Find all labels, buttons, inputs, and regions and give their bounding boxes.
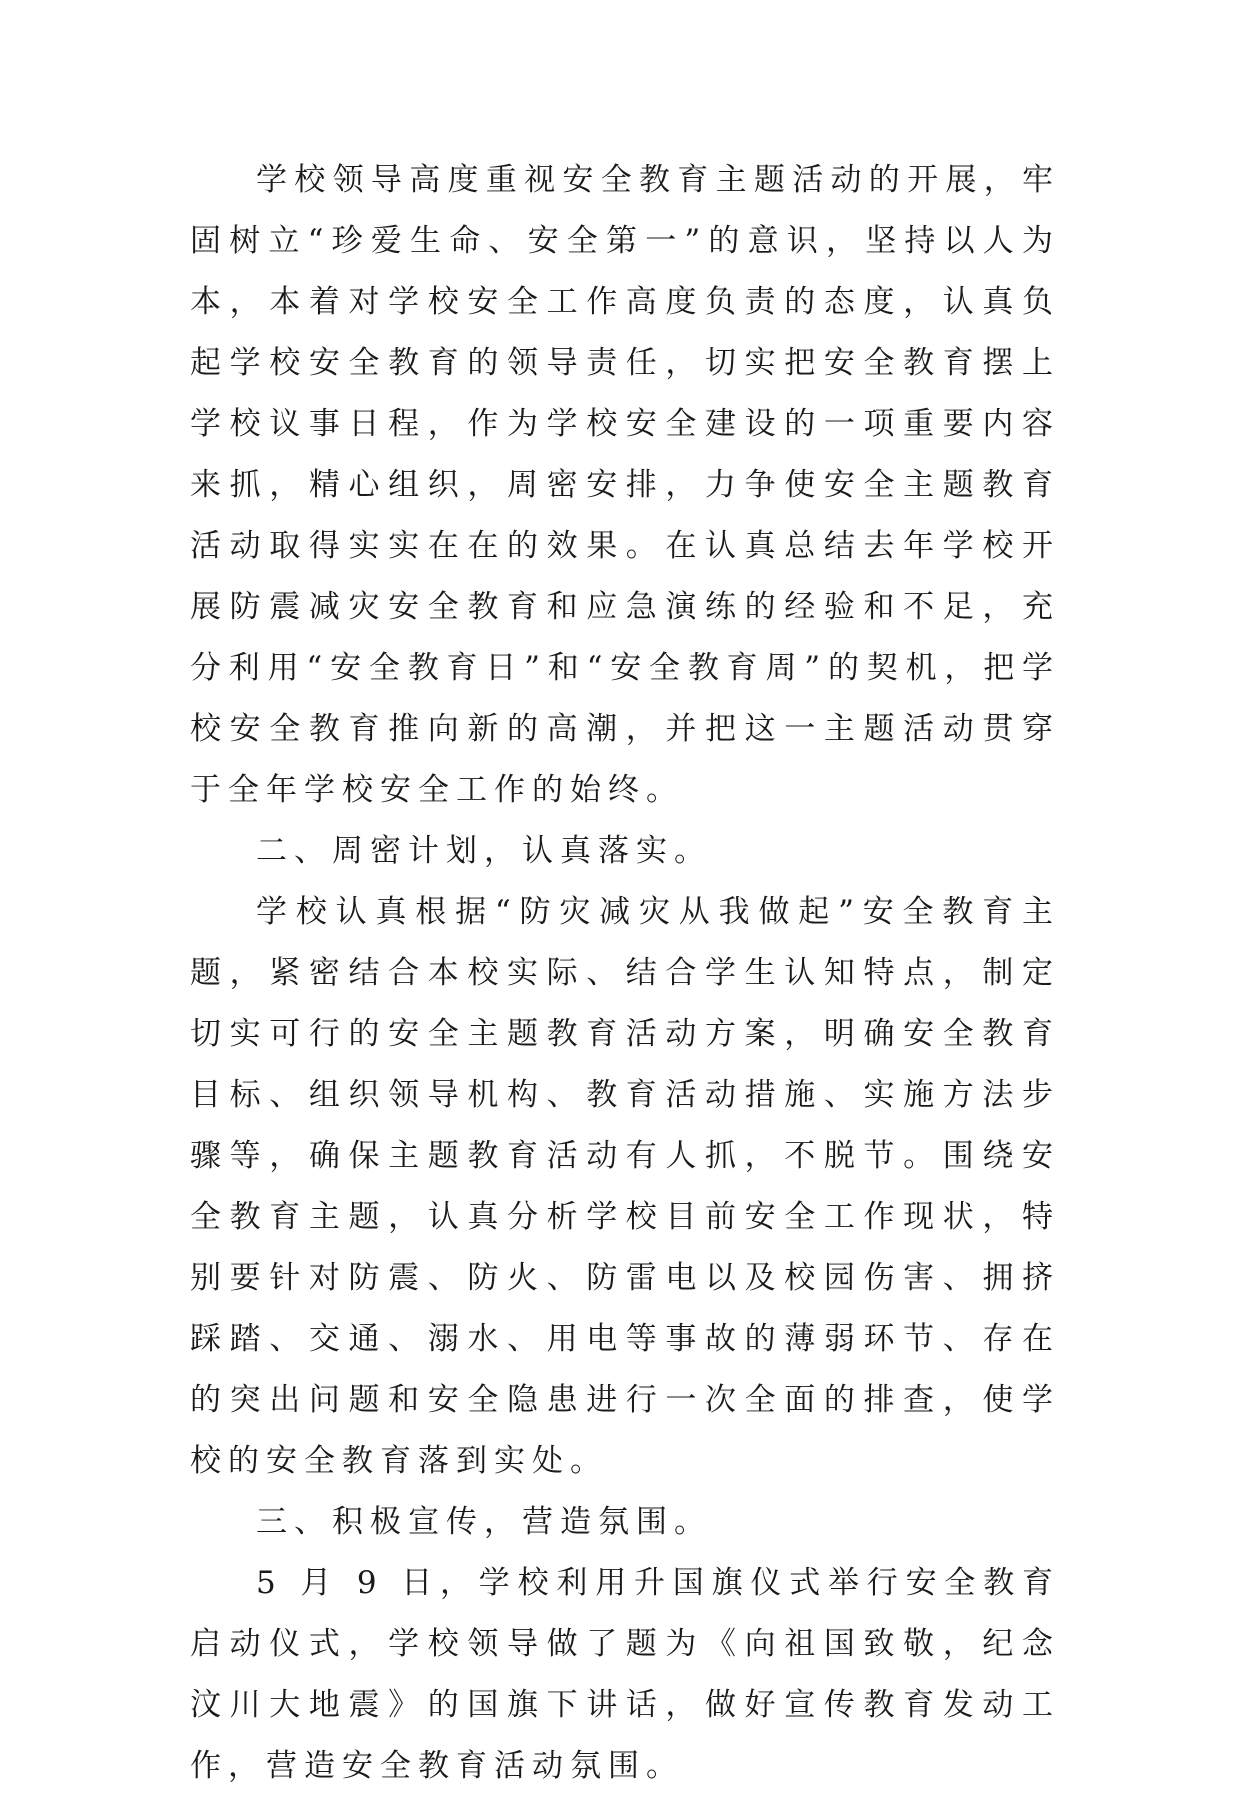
section-heading-two: 二、周密计划，认真落实。 [256, 833, 712, 869]
document-body [190, 150, 1060, 1797]
paragraph-publicity: 5 月 9 日，学校利用升国旗仪式举行安全教育启动仪式，学校领导做了题为《向祖国致敬，纪念汶川大地震》的国旗下讲话，做好宣传教育发动工作，营造安全教育活动氛围。 [190, 1565, 1060, 1784]
section-heading-three: 三、积极宣传，营造氛围。 [256, 1504, 712, 1540]
paragraph-leadership: 学校领导高度重视安全教育主题活动的开展，牢固树立“珍爱生命、安全第一”的意识，坚持以人为本，本着对学校安全工作高度负责的态度，认真负起学校安全教育的领导责任，切实把安全教育摆上学校议事日程，作为学校安全建设的一项重要内容来抓，精心组织，周密安排，力争使安全主题教育活动取得实实在在的效果。在认真总结去年学校开展防震减灾安全教育和应急演练的经验和不足，充分利用“安全教育日”和“安全教育周”的契机，把学校安全教育推向新的高潮，并把这一主题活动贯穿于全年学校安全工作的始终。 [190, 162, 1060, 808]
paragraph-planning: 学校认真根据“防灾减灾从我做起”安全教育主题，紧密结合本校实际、结合学生认知特点，制定切实可行的安全主题教育活动方案，明确安全教育目标、组织领导机构、教育活动措施、实施方法步骤等，确保主题教育活动有人抓，不脱节。围绕安全教育主题，认真分析学校目前安全工作现状，特别要针对防震、防火、防雷电以及校园伤害、拥挤踩踏、交通、溺水、用电等事故的薄弱环节、存在的突出问题和安全隐患进行一次全面的排查，使学校的安全教育落到实处。 [190, 894, 1060, 1479]
